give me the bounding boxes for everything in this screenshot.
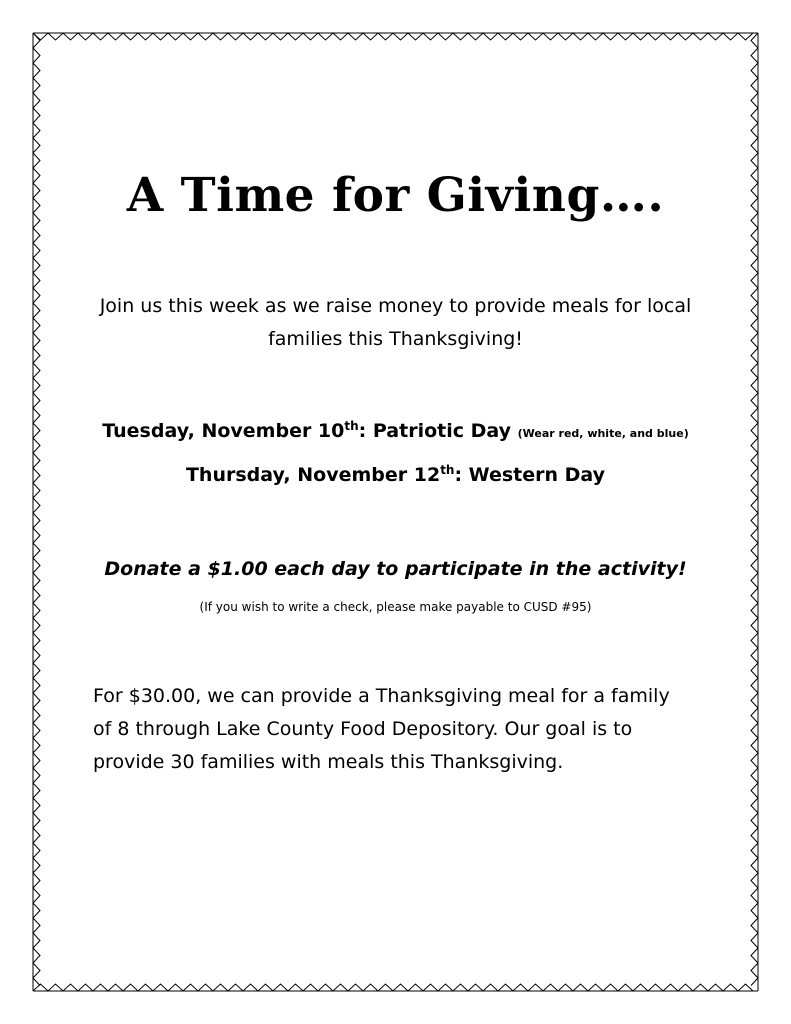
- intro-paragraph: Join us this week as we raise money to provide meals for local families this Thanksgiving!: [99, 295, 692, 350]
- ordinal-suffix: th: [344, 419, 359, 433]
- donate-callout: Donate a $1.00 each day to participate in the activity!: [104, 558, 687, 580]
- event-day-thursday: [0, 464, 791, 486]
- dress-code-note: (Wear red, white, and blue): [517, 427, 689, 440]
- event-day-tuesday: [0, 420, 791, 442]
- event-name: : Patriotic Day: [358, 420, 512, 442]
- event-date: Tuesday, November 10: [102, 420, 345, 442]
- flyer-title: A Time for Giving….: [126, 168, 665, 223]
- border-zigzag: [33, 33, 753, 40]
- border-zigzag: [33, 984, 753, 991]
- event-date: Thursday, November 12: [185, 464, 441, 486]
- event-name: : Western Day: [454, 464, 606, 486]
- goal-paragraph: For $30.00, we can provide a Thanksgiving meal for a family of 8 through Lake County Food Depository. Our goal is to provide 30 families with meals this Thanksgiving.: [93, 685, 670, 773]
- ordinal-suffix: th: [440, 463, 455, 477]
- check-payment-note: (If you wish to write a check, please make payable to CUSD #95): [199, 600, 592, 614]
